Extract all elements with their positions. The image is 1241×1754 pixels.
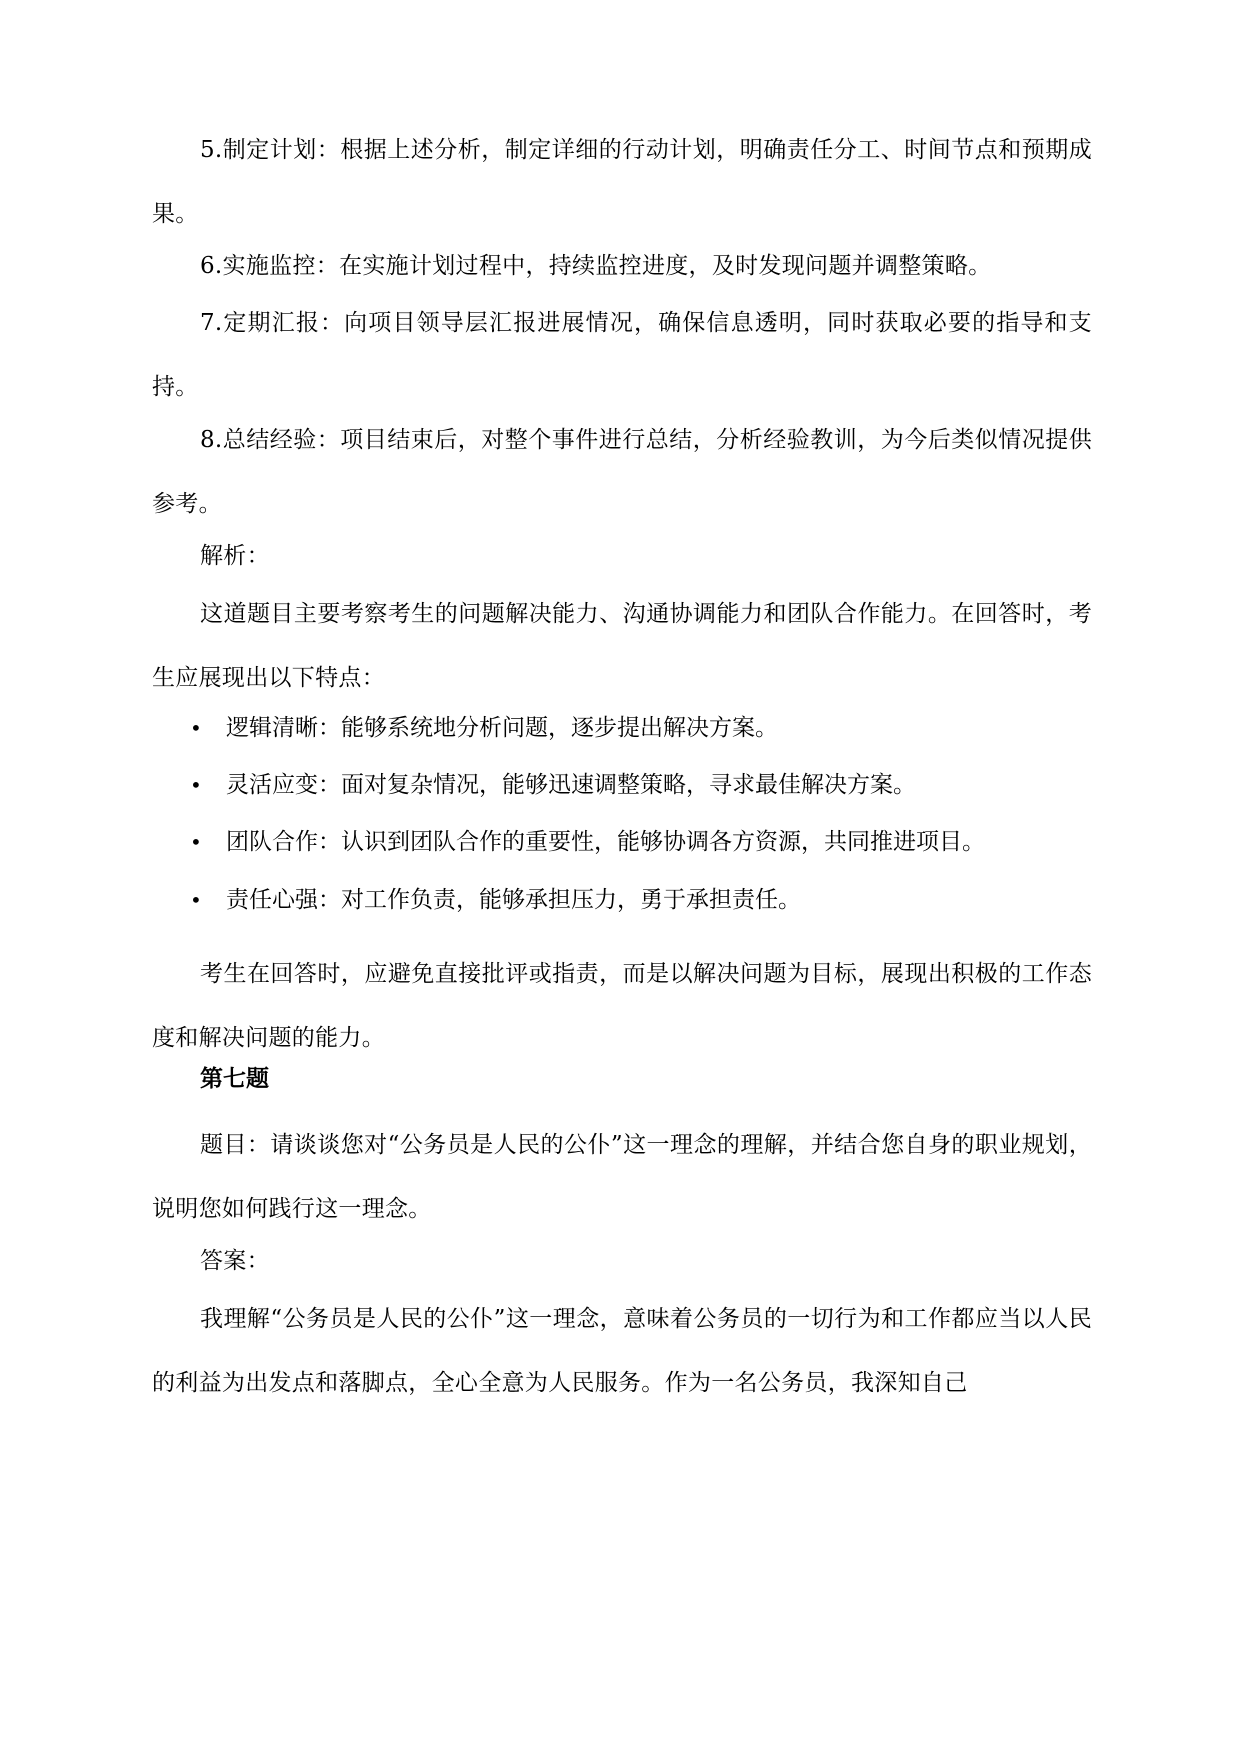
- bullet-icon: •: [190, 716, 202, 740]
- answer-paragraph: 我理解“公务员是人民的公仆”这一理念，意味着公务员的一切行为和工作都应当以人民的利益为出发点和落脚点，全心全意为人民服务。作为一名公务员，我深知自己: [152, 1306, 1092, 1396]
- paragraph-step-7: 7.定期汇报：向项目领导层汇报进展情况，确保信息透明，同时获取必要的指导和支持。: [152, 310, 1092, 400]
- section-heading-q7: 第七题: [200, 1066, 269, 1092]
- list-item-text: 逻辑清晰：能够系统地分析问题，逐步提出解决方案。: [226, 715, 778, 741]
- list-item-text: 灵活应变：面对复杂情况，能够迅速调整策略，寻求最佳解决方案。: [226, 772, 916, 798]
- answer-label: 答案：: [200, 1248, 270, 1274]
- paragraph-step-8: 8.总结经验：项目结束后，对整个事件进行总结，分析经验教训，为今后类似情况提供参考。: [152, 427, 1092, 517]
- analysis-label: 解析：: [200, 543, 270, 569]
- paragraph-step-6: 6.实施监控：在实施计划过程中，持续监控进度，及时发现问题并调整策略。: [200, 253, 992, 279]
- bullet-icon: •: [190, 830, 202, 854]
- question-paragraph: 题目：请谈谈您对“公务员是人民的公仆”这一理念的理解，并结合您自身的职业规划，说明您如何践行这一理念。: [152, 1132, 1092, 1222]
- bullet-icon: •: [190, 888, 202, 912]
- bullet-icon: •: [190, 773, 202, 797]
- list-item-text: 团队合作：认识到团队合作的重要性，能够协调各方资源，共同推进项目。: [226, 829, 985, 855]
- paragraph-step-5: 5.制定计划：根据上述分析，制定详细的行动计划，明确责任分工、时间节点和预期成果。: [152, 137, 1092, 227]
- list-item-text: 责任心强：对工作负责，能够承担压力，勇于承担责任。: [226, 887, 801, 913]
- closing-paragraph: 考生在回答时，应避免直接批评或指责，而是以解决问题为目标，展现出积极的工作态度和解决问题的能力。: [152, 961, 1092, 1051]
- analysis-intro: 这道题目主要考察考生的问题解决能力、沟通协调能力和团队合作能力。在回答时，考生应展现出以下特点：: [152, 601, 1092, 691]
